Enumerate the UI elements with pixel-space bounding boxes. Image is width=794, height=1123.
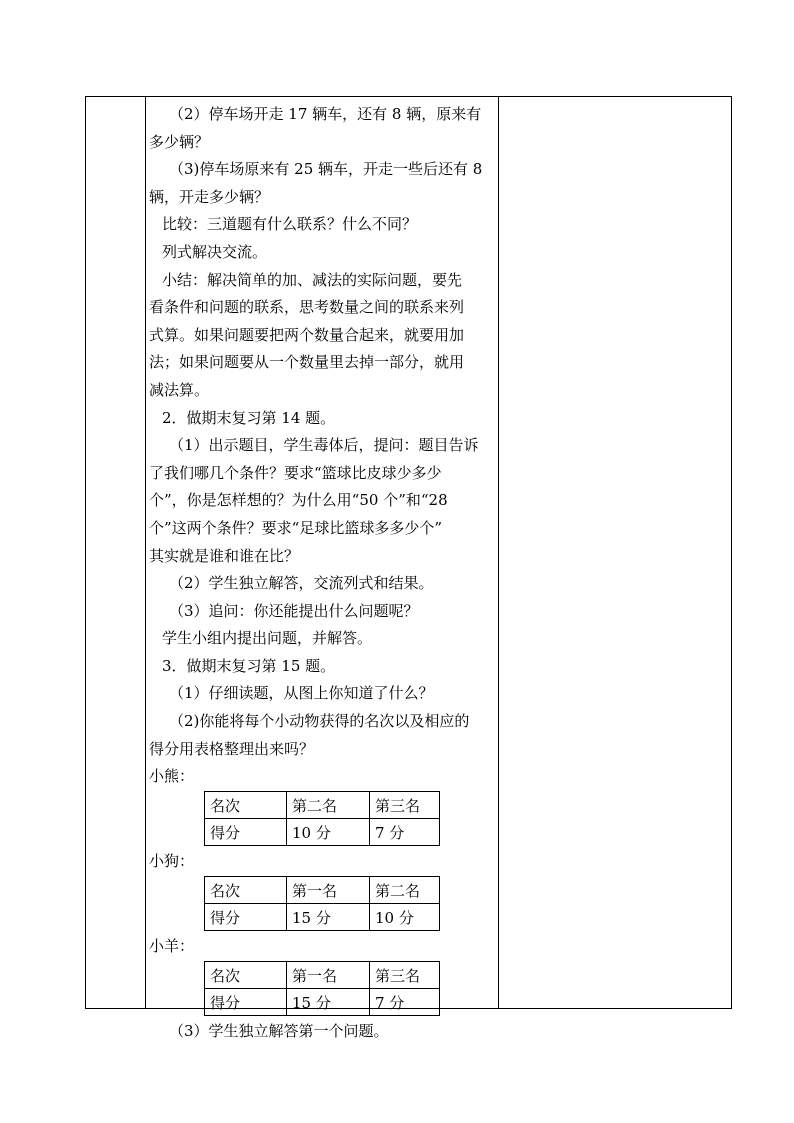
table-cell: 7 分 xyxy=(370,989,440,1016)
score-table xyxy=(204,876,440,931)
animal-label: 小熊： xyxy=(149,767,195,786)
text-line: 比较：三道题有什么联系？什么不同？ xyxy=(162,215,418,234)
text-line: 列式解决交流。 xyxy=(162,242,268,261)
text-line: 个”，你是怎样想的？为什么用“50 个”和“28 xyxy=(149,491,448,510)
table-cell: 第三名 xyxy=(370,792,440,819)
animal-label: 小狗： xyxy=(149,852,195,871)
text-line: （2）学生独立解答，交流列式和结果。 xyxy=(169,574,434,593)
lesson-content-cell xyxy=(149,101,494,1046)
table-cell: 得分 xyxy=(205,989,287,1016)
table-cell: 名次 xyxy=(205,792,287,819)
column-divider-left xyxy=(145,97,146,1008)
text-line: 辆，开走多少辆？ xyxy=(149,187,270,206)
table-cell: 名次 xyxy=(205,877,287,904)
text-line: 小结：解决简单的加、减法的实际问题，要先 xyxy=(162,270,463,289)
text-line: 学生小组内提出问题，并解答。 xyxy=(162,629,373,648)
final-line: （3）学生独立解答第一个问题。 xyxy=(169,1022,389,1041)
table-cell: 15 分 xyxy=(287,989,370,1016)
text-line: 减法算。 xyxy=(149,380,210,399)
text-line: （3）追问：你还能提出什么问题呢？ xyxy=(169,601,419,620)
table-row xyxy=(205,819,440,846)
text-line: （1）出示题目，学生毒体后，提问：题目告诉 xyxy=(169,436,479,455)
table-cell: 第一名 xyxy=(287,877,370,904)
text-line: 法；如果问题要从一个数量里去掉一部分，就用 xyxy=(149,353,465,372)
table-cell: 15 分 xyxy=(287,904,370,931)
table-cell: 第一名 xyxy=(287,962,370,989)
score-table xyxy=(204,791,440,846)
table-cell: 10 分 xyxy=(370,904,440,931)
table-row xyxy=(205,962,440,989)
text-line: 式算。如果问题要把两个数量合起来，就要用加 xyxy=(149,325,465,344)
text-line: （2）停车场开走 17 辆车，还有 8 辆，原来有 xyxy=(169,105,482,123)
text-lines xyxy=(149,101,494,763)
table-cell: 7 分 xyxy=(370,819,440,846)
text-line: 其实就是谁和谁在比？ xyxy=(149,546,300,565)
text-line: （1）仔细读题，从图上你知道了什么？ xyxy=(169,684,434,703)
text-line: 看条件和问题的联系，思考数量之间的联系来列 xyxy=(149,298,465,317)
score-table xyxy=(204,961,440,1016)
animal-label: 小羊： xyxy=(149,937,195,956)
table-cell: 得分 xyxy=(205,819,287,846)
lesson-table xyxy=(85,96,732,1041)
table-row xyxy=(205,989,440,1016)
score-tables xyxy=(149,763,494,1016)
table-cell: 第二名 xyxy=(370,877,440,904)
text-line: （2)你能将每个小动物获得的名次以及相应的 xyxy=(169,712,470,731)
text-line: 3．做期末复习第 15 题。 xyxy=(162,656,336,675)
table-row xyxy=(205,792,440,819)
table-cell: 得分 xyxy=(205,904,287,931)
text-line: 了我们哪几个条件？要求“篮球比皮球少多少 xyxy=(149,463,442,482)
text-line: 个”这两个条件？要求“足球比篮球多多少个” xyxy=(149,518,443,537)
table-cell: 10 分 xyxy=(287,819,370,846)
text-line: （3)停车场原来有 25 辆车，开走一些后还有 8 xyxy=(169,160,483,179)
text-line: 得分用表格整理出来吗？ xyxy=(149,739,315,758)
table-cell: 名次 xyxy=(205,962,287,989)
table-cell: 第三名 xyxy=(370,962,440,989)
table-row xyxy=(205,877,440,904)
text-line: 多少辆？ xyxy=(149,132,210,151)
text-line: 2．做期末复习第 14 题。 xyxy=(162,408,336,427)
table-cell: 第二名 xyxy=(287,792,370,819)
table-row xyxy=(205,904,440,931)
column-divider-right xyxy=(498,97,499,1008)
